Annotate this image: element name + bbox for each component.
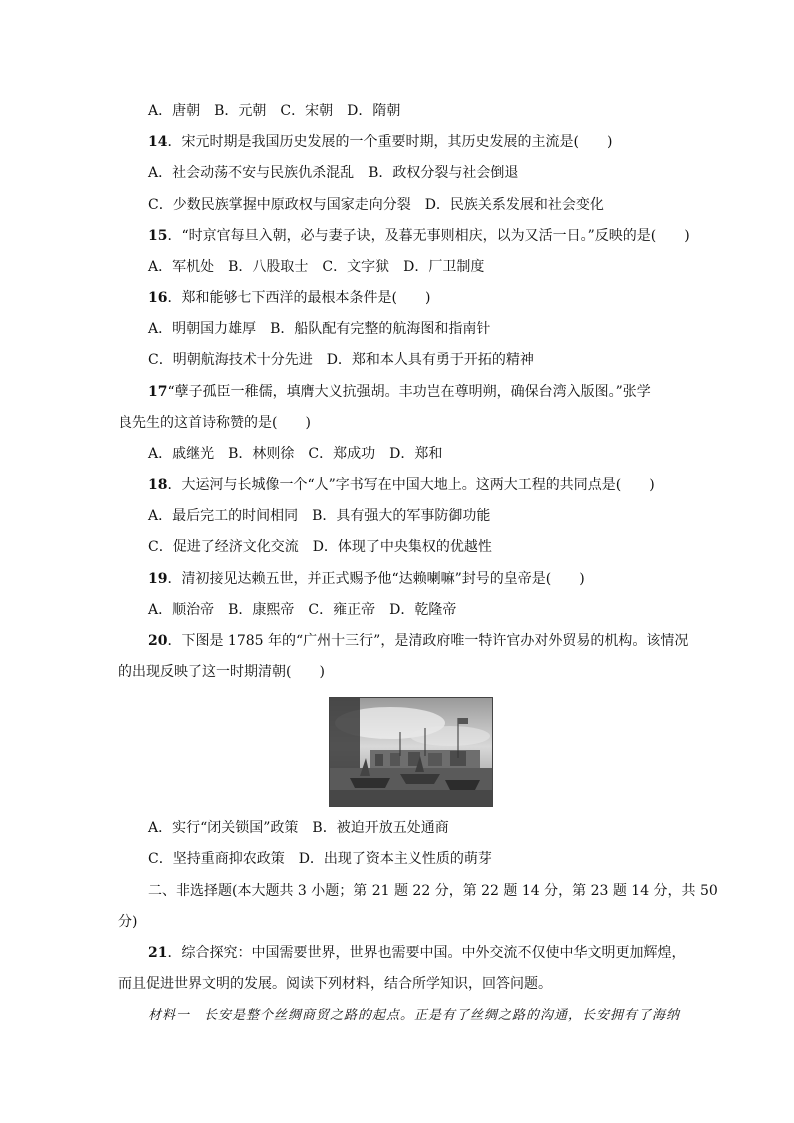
q21-stem	[148, 943, 708, 963]
q14-options-ab: A．社会动荡不安与民族仇杀混乱 B．政权分裂与社会倒退	[148, 165, 519, 181]
q20-stem	[148, 631, 708, 651]
q18-options-cd: C．促进了经济文化交流 D．体现了中央集权的优越性	[148, 539, 492, 555]
q21-number: 21	[148, 945, 168, 961]
section2-heading: 二、非选择题(本大题共 3 小题；第 21 题 22 分，第 22 题 14 分，第 23 题 14 分，共 50	[148, 883, 718, 899]
q19-options: A．顺治帝 B．康熙帝 C．雍正帝 D．乾隆帝	[148, 602, 457, 618]
q20-options-cd: C．坚持重商抑农政策 D．出现了资本主义性质的萌芽	[148, 851, 492, 867]
q14-stem	[148, 132, 708, 152]
q17-number: 17	[148, 384, 168, 400]
q16-options-ab: A．明朝国力雄厚 B．船队配有完整的航海图和指南针	[148, 321, 491, 337]
q19-stem	[148, 569, 708, 589]
q14-number: 14	[148, 134, 168, 150]
q17-stem-cont: 良先生的这首诗称赞的是( )	[118, 415, 311, 431]
q21-text: ．综合探究：中国需要世界，世界也需要中国。中外交流不仅使中华文明更加辉煌，	[167, 945, 686, 961]
q18-stem	[148, 475, 708, 495]
q17-options: A．戚继光 B．林则徐 C．郑成功 D．郑和	[148, 446, 443, 462]
q14-options-cd: C．少数民族掌握中原政权与国家走向分裂 D．民族关系发展和社会变化	[148, 197, 604, 213]
q20-options-ab: A．实行“闭关锁国”政策 B．被迫开放五处通商	[148, 820, 449, 836]
q19-text: ．清初接见达赖五世，并正式赐予他“达赖喇嘛”封号的皇帝是( )	[167, 571, 585, 587]
q15-stem	[148, 226, 708, 246]
q18-text: ．大运河与长城像一个“人”字书写在中国大地上。这两大工程的共同点是( )	[167, 477, 655, 493]
q18-number: 18	[148, 477, 168, 493]
q15-text: ．“时京官每旦入朝，必与妻子诀，及暮无事则相庆，以为又活一日。”反映的是( )	[167, 228, 690, 244]
section2-heading-cont: 分)	[118, 914, 138, 930]
q20-number: 20	[148, 633, 168, 649]
q19-number: 19	[148, 571, 168, 587]
q17-text: “孽子孤臣一稚儒，填膺大义抗强胡。丰功岂在尊明朔，确保台湾入版图。”张学	[167, 384, 651, 400]
q20-text: ．下图是 1785 年的“广州十三行”，是清政府唯一特许官办对外贸易的机构。该情况	[167, 633, 689, 649]
q18-options-ab: A．最后完工的时间相同 B．具有强大的军事防御功能	[148, 508, 491, 524]
q20-stem-cont: 的出现反映了这一时期清朝( )	[118, 664, 325, 680]
q16-number: 16	[148, 290, 168, 306]
canton-thirteen-factories-image	[329, 697, 493, 807]
q17-stem	[148, 382, 708, 402]
q21-stem-cont: 而且促进世界文明的发展。阅读下列材料，结合所学知识，回答问题。	[118, 976, 552, 992]
q21-material-one: 材料一 长安是整个丝绸商贸之路的起点。正是有了丝绸之路的沟通，长安拥有了海纳	[148, 1008, 681, 1023]
q16-stem	[148, 288, 708, 308]
q16-text: ．郑和能够七下西洋的最根本条件是( )	[167, 290, 431, 306]
q13-options: A．唐朝 B．元朝 C．宋朝 D．隋朝	[148, 103, 401, 119]
q15-number: 15	[148, 228, 168, 244]
harbor-illustration	[330, 698, 492, 806]
q16-options-cd: C．明朝航海技术十分先进 D．郑和本人具有勇于开拓的精神	[148, 352, 534, 368]
q15-options: A．军机处 B．八股取士 C．文字狱 D．厂卫制度	[148, 259, 485, 275]
q14-text: ．宋元时期是我国历史发展的一个重要时期，其历史发展的主流是( )	[167, 134, 613, 150]
